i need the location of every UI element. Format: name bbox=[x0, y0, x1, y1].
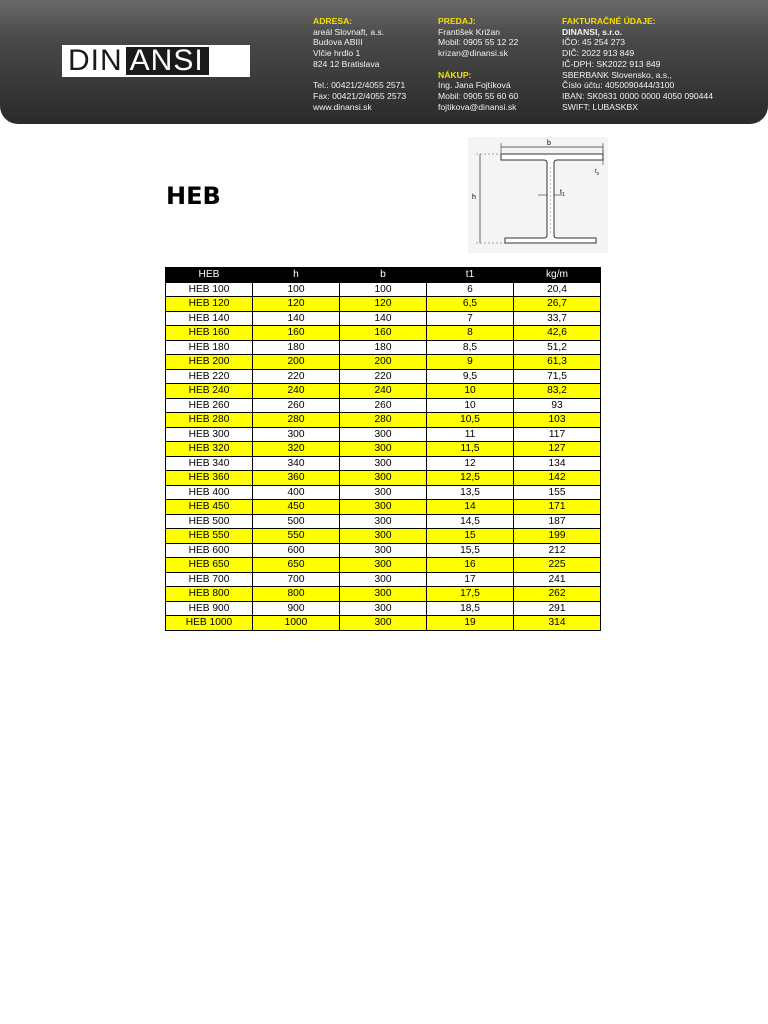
purchase-mobile: Mobil: 0905 55 60 60 bbox=[438, 90, 519, 101]
cell-t1: 16 bbox=[427, 558, 514, 573]
cell-h: 300 bbox=[253, 427, 340, 442]
cell-weight: 171 bbox=[514, 500, 601, 515]
cell-t1: 18,5 bbox=[427, 601, 514, 616]
cell-profile: HEB 1000 bbox=[166, 616, 253, 631]
label-t2: $t_2$ bbox=[595, 169, 600, 176]
cell-t1: 17 bbox=[427, 572, 514, 587]
cell-b: 300 bbox=[340, 514, 427, 529]
cell-b: 260 bbox=[340, 398, 427, 413]
cell-t1: 12,5 bbox=[427, 471, 514, 486]
sales-column bbox=[438, 16, 518, 112]
table-row bbox=[166, 456, 601, 471]
col-header-t1: t1 bbox=[427, 268, 514, 283]
table-row bbox=[166, 398, 601, 413]
cell-h: 450 bbox=[253, 500, 340, 515]
purchase-label: NÁKUP: bbox=[438, 69, 472, 80]
billing-line: SWIFT: LUBASKBX bbox=[562, 101, 638, 112]
cell-weight: 212 bbox=[514, 543, 601, 558]
billing-line: IČ-DPH: SK2022 913 849 bbox=[562, 58, 661, 69]
cell-t1: 10,5 bbox=[427, 413, 514, 428]
cell-profile: HEB 700 bbox=[166, 572, 253, 587]
cell-t1: 7 bbox=[427, 311, 514, 326]
table-row bbox=[166, 529, 601, 544]
cell-h: 900 bbox=[253, 601, 340, 616]
address-label: ADRESA: bbox=[313, 16, 353, 26]
cell-h: 260 bbox=[253, 398, 340, 413]
cell-profile: HEB 500 bbox=[166, 514, 253, 529]
cell-h: 400 bbox=[253, 485, 340, 500]
cell-b: 160 bbox=[340, 326, 427, 341]
cell-profile: HEB 200 bbox=[166, 355, 253, 370]
table-row bbox=[166, 413, 601, 428]
phone-number: Tel.: 00421/2/4055 2571 bbox=[313, 80, 406, 91]
cell-profile: HEB 100 bbox=[166, 282, 253, 297]
cell-profile: HEB 180 bbox=[166, 340, 253, 355]
cell-weight: 33,7 bbox=[514, 311, 601, 326]
purchase-email-link[interactable]: fojtikova@dinansi.sk bbox=[438, 101, 517, 112]
label-b: b bbox=[547, 140, 551, 147]
cell-weight: 117 bbox=[514, 427, 601, 442]
billing-label: FAKTURAČNÉ ÚDAJE: bbox=[562, 16, 656, 26]
billing-line: SBERBANK Slovensko, a.s., bbox=[562, 69, 672, 80]
cell-b: 300 bbox=[340, 543, 427, 558]
cell-t1: 10 bbox=[427, 398, 514, 413]
address-line: areál Slovnaft, a.s. bbox=[313, 26, 385, 37]
table-row bbox=[166, 587, 601, 602]
cell-t1: 6 bbox=[427, 282, 514, 297]
cell-t1: 10 bbox=[427, 384, 514, 399]
cell-h: 220 bbox=[253, 369, 340, 384]
cell-weight: 225 bbox=[514, 558, 601, 573]
table-row bbox=[166, 601, 601, 616]
cell-b: 300 bbox=[340, 616, 427, 631]
sales-email-link[interactable]: krizan@dinansi.sk bbox=[438, 48, 508, 59]
page-title: HEB bbox=[166, 182, 221, 210]
billing-line: IBAN: SK0631 0000 0000 4050 090444 bbox=[562, 90, 713, 101]
fax-number: Fax: 00421/2/4055 2573 bbox=[313, 90, 407, 101]
dinansi-logo bbox=[62, 45, 250, 77]
cell-h: 100 bbox=[253, 282, 340, 297]
cell-t1: 11,5 bbox=[427, 442, 514, 457]
cell-b: 300 bbox=[340, 442, 427, 457]
cell-t1: 8 bbox=[427, 326, 514, 341]
cell-weight: 71,5 bbox=[514, 369, 601, 384]
cell-profile: HEB 220 bbox=[166, 369, 253, 384]
cell-b: 300 bbox=[340, 427, 427, 442]
cell-b: 220 bbox=[340, 369, 427, 384]
address-line: 824 12 Bratislava bbox=[313, 58, 380, 69]
cell-weight: 155 bbox=[514, 485, 601, 500]
table-row bbox=[166, 326, 601, 341]
cell-t1: 17,5 bbox=[427, 587, 514, 602]
cell-b: 300 bbox=[340, 471, 427, 486]
cell-h: 120 bbox=[253, 297, 340, 312]
cell-t1: 6,5 bbox=[427, 297, 514, 312]
cell-h: 800 bbox=[253, 587, 340, 602]
cell-weight: 262 bbox=[514, 587, 601, 602]
cell-h: 360 bbox=[253, 471, 340, 486]
address-line: Budova ABIII bbox=[313, 37, 363, 48]
cell-h: 200 bbox=[253, 355, 340, 370]
label-t1: $t_1$ bbox=[560, 189, 565, 198]
cell-t1: 14 bbox=[427, 500, 514, 515]
cell-b: 180 bbox=[340, 340, 427, 355]
cell-profile: HEB 550 bbox=[166, 529, 253, 544]
logo-text-ansi: ANSI bbox=[126, 47, 209, 75]
table-row bbox=[166, 543, 601, 558]
cell-h: 600 bbox=[253, 543, 340, 558]
cell-profile: HEB 900 bbox=[166, 601, 253, 616]
cell-weight: 51,2 bbox=[514, 340, 601, 355]
cell-h: 320 bbox=[253, 442, 340, 457]
cell-t1: 13,5 bbox=[427, 485, 514, 500]
logo-text-din: DIN bbox=[68, 45, 123, 77]
header-banner bbox=[0, 0, 768, 124]
sales-mobile: Mobil: 0905 55 12 22 bbox=[438, 37, 519, 48]
cell-b: 120 bbox=[340, 297, 427, 312]
cell-profile: HEB 280 bbox=[166, 413, 253, 428]
cell-profile: HEB 240 bbox=[166, 384, 253, 399]
cell-h: 1000 bbox=[253, 616, 340, 631]
cell-t1: 11 bbox=[427, 427, 514, 442]
table-row bbox=[166, 558, 601, 573]
table-row bbox=[166, 485, 601, 500]
cell-h: 340 bbox=[253, 456, 340, 471]
billing-column bbox=[562, 16, 713, 112]
cell-profile: HEB 650 bbox=[166, 558, 253, 573]
cell-t1: 8,5 bbox=[427, 340, 514, 355]
website-link[interactable]: www.dinansi.sk bbox=[313, 101, 372, 112]
cell-profile: HEB 120 bbox=[166, 297, 253, 312]
cell-profile: HEB 140 bbox=[166, 311, 253, 326]
cell-t1: 15,5 bbox=[427, 543, 514, 558]
cell-b: 140 bbox=[340, 311, 427, 326]
cell-b: 300 bbox=[340, 587, 427, 602]
cell-profile: HEB 320 bbox=[166, 442, 253, 457]
table-row bbox=[166, 340, 601, 355]
table-row bbox=[166, 355, 601, 370]
label-h: h bbox=[472, 194, 476, 201]
cell-t1: 12 bbox=[427, 456, 514, 471]
cell-h: 160 bbox=[253, 326, 340, 341]
cell-profile: HEB 600 bbox=[166, 543, 253, 558]
cell-b: 300 bbox=[340, 500, 427, 515]
cell-t1: 15 bbox=[427, 529, 514, 544]
heb-table bbox=[165, 267, 601, 631]
table-row bbox=[166, 514, 601, 529]
table-row bbox=[166, 572, 601, 587]
cell-b: 240 bbox=[340, 384, 427, 399]
cell-b: 200 bbox=[340, 355, 427, 370]
cell-weight: 134 bbox=[514, 456, 601, 471]
cell-weight: 61,3 bbox=[514, 355, 601, 370]
cell-t1: 19 bbox=[427, 616, 514, 631]
i-beam-diagram bbox=[468, 137, 608, 253]
cell-h: 140 bbox=[253, 311, 340, 326]
table-row bbox=[166, 471, 601, 486]
cell-b: 300 bbox=[340, 601, 427, 616]
cell-b: 300 bbox=[340, 558, 427, 573]
cell-weight: 26,7 bbox=[514, 297, 601, 312]
col-header-heb: HEB bbox=[166, 268, 253, 283]
cell-weight: 127 bbox=[514, 442, 601, 457]
cell-b: 300 bbox=[340, 529, 427, 544]
cell-profile: HEB 300 bbox=[166, 427, 253, 442]
cell-h: 240 bbox=[253, 384, 340, 399]
cell-h: 650 bbox=[253, 558, 340, 573]
cell-weight: 83,2 bbox=[514, 384, 601, 399]
col-header-kgm: kg/m bbox=[514, 268, 601, 283]
address-column bbox=[313, 16, 406, 112]
cell-h: 280 bbox=[253, 413, 340, 428]
table-row bbox=[166, 297, 601, 312]
cell-t1: 9,5 bbox=[427, 369, 514, 384]
cell-h: 180 bbox=[253, 340, 340, 355]
cell-profile: HEB 450 bbox=[166, 500, 253, 515]
table-row bbox=[166, 311, 601, 326]
purchase-contact-name: Ing. Jana Fojtíková bbox=[438, 80, 511, 91]
cell-b: 100 bbox=[340, 282, 427, 297]
cell-weight: 93 bbox=[514, 398, 601, 413]
cell-profile: HEB 160 bbox=[166, 326, 253, 341]
table-row bbox=[166, 282, 601, 297]
billing-line: DIČ: 2022 913 849 bbox=[562, 48, 635, 59]
cell-profile: HEB 360 bbox=[166, 471, 253, 486]
cell-weight: 291 bbox=[514, 601, 601, 616]
cell-b: 280 bbox=[340, 413, 427, 428]
cell-t1: 9 bbox=[427, 355, 514, 370]
cell-profile: HEB 400 bbox=[166, 485, 253, 500]
cell-b: 300 bbox=[340, 572, 427, 587]
cell-weight: 142 bbox=[514, 471, 601, 486]
table-row bbox=[166, 500, 601, 515]
table-row bbox=[166, 442, 601, 457]
table-header-row bbox=[166, 268, 601, 283]
cell-weight: 241 bbox=[514, 572, 601, 587]
col-header-h: h bbox=[253, 268, 340, 283]
table-row bbox=[166, 427, 601, 442]
sales-contact-name: František Križan bbox=[438, 26, 501, 37]
cell-weight: 314 bbox=[514, 616, 601, 631]
billing-company: DINANSI, s.r.o. bbox=[562, 26, 623, 37]
cell-h: 550 bbox=[253, 529, 340, 544]
table-row bbox=[166, 616, 601, 631]
cell-weight: 187 bbox=[514, 514, 601, 529]
cell-h: 500 bbox=[253, 514, 340, 529]
cell-weight: 103 bbox=[514, 413, 601, 428]
cell-profile: HEB 340 bbox=[166, 456, 253, 471]
address-line: Vlčie hrdlo 1 bbox=[313, 48, 361, 59]
cell-weight: 42,6 bbox=[514, 326, 601, 341]
table-row bbox=[166, 369, 601, 384]
cell-weight: 199 bbox=[514, 529, 601, 544]
col-header-b: b bbox=[340, 268, 427, 283]
billing-line: IČO: 45 254 273 bbox=[562, 37, 626, 48]
table-row bbox=[166, 384, 601, 399]
cell-profile: HEB 800 bbox=[166, 587, 253, 602]
cell-t1: 14,5 bbox=[427, 514, 514, 529]
cell-profile: HEB 260 bbox=[166, 398, 253, 413]
cell-b: 300 bbox=[340, 485, 427, 500]
cell-b: 300 bbox=[340, 456, 427, 471]
cell-h: 700 bbox=[253, 572, 340, 587]
sales-label: PREDAJ: bbox=[438, 16, 476, 26]
billing-line: Číslo účtu: 4050090444/3100 bbox=[562, 80, 675, 91]
table-body bbox=[166, 282, 601, 630]
cell-weight: 20,4 bbox=[514, 282, 601, 297]
